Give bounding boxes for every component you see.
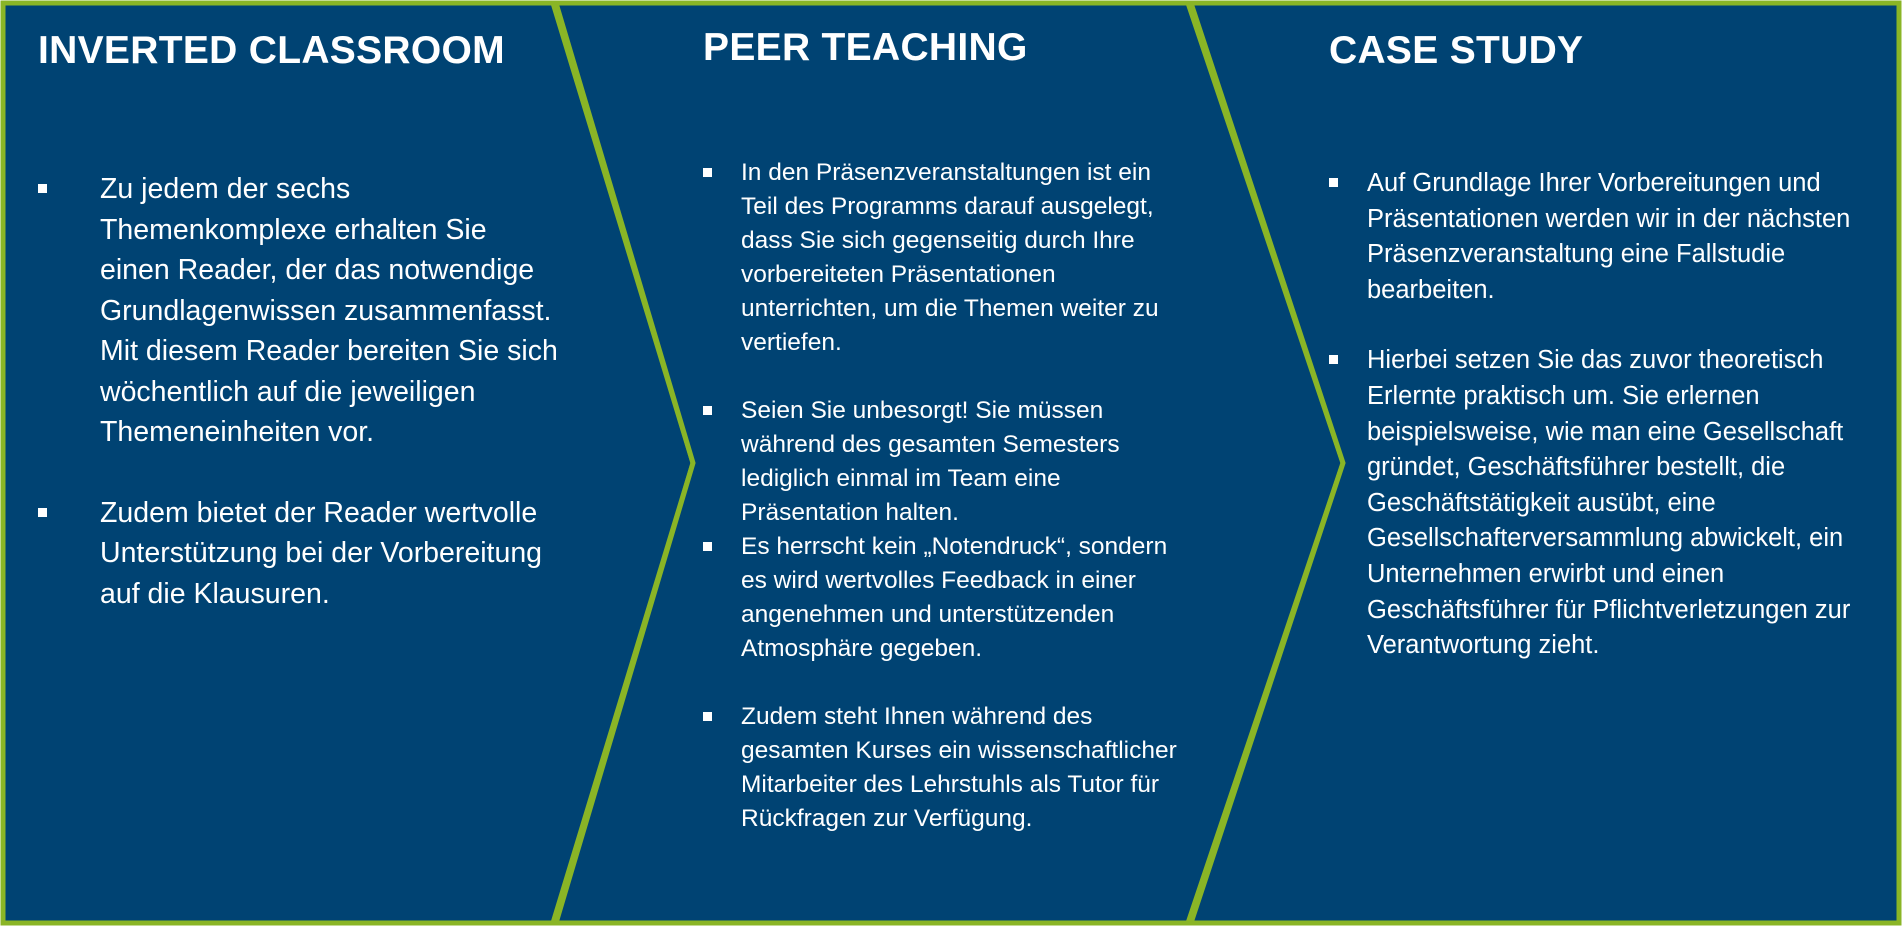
square-bullet-icon (38, 508, 47, 517)
square-bullet-icon (703, 168, 712, 177)
panel-case-study (1329, 28, 1889, 664)
panel-title: INVERTED CLASSROOM (38, 29, 505, 72)
bullet-text: Seien Sie unbesorgt! Sie müssen während des gesamten Semesters lediglich einmal im Team eine Präsentation halten. (741, 397, 1120, 526)
bullet-list (38, 169, 558, 614)
list-item (703, 156, 1183, 360)
bullet-text: Auf Grundlage Ihrer Vorbereitungen und Präsentationen werden wir in der nächsten Präsenzveranstaltung eine Fallstudie bearbeiten. (1367, 169, 1851, 304)
bullet-list (1329, 166, 1889, 664)
list-item (703, 394, 1183, 530)
square-bullet-icon (703, 542, 712, 551)
list-item (1329, 343, 1889, 663)
list-item (1329, 166, 1889, 308)
bullet-text: Es herrscht kein „Notendruck“, sondern es wird wertvolles Feedback in einer angenehmen und unterstützenden Atmosphäre gegeben. (741, 533, 1168, 662)
square-bullet-icon (1329, 355, 1338, 364)
bullet-text: Zu jedem der sechs Themenkomplexe erhalten Sie einen Reader, der das notwendige Grundlagenwissen zusammenfasst. Mit diesem Reader bereiten Sie sich wöchentlich auf die jeweiligen Themeneinheiten vor. (100, 173, 558, 448)
list-item (38, 493, 558, 615)
bullet-text: Hierbei setzen Sie das zuvor theoretisch Erlernte praktisch um. Sie erlernen beispielsweise, wie man eine Gesellschaft gründet, Geschäftsführer bestellt, die Geschäftstätigkeit ausübt, eine Gesellschafterversammlung abwickelt, ein Unternehmen erwirbt und einen Geschäftsführer für Pflichtverletzungen zur Verantwortung zieht. (1367, 346, 1851, 660)
bullet-list (703, 156, 1183, 836)
list-item (38, 169, 558, 453)
bullet-text: In den Präsenzveranstaltungen ist ein Teil des Programms darauf ausgelegt, dass Sie sich gegenseitig durch Ihre vorbereiteten Präsentationen unterrichten, um die Themen weiter zu vertiefen. (741, 159, 1159, 356)
list-item (703, 700, 1183, 836)
panel-peer-teaching (703, 25, 1183, 836)
bullet-text: Zudem bietet der Reader wertvolle Unterstützung bei der Vorbereitung auf die Klausuren. (100, 496, 543, 610)
panel-title: CASE STUDY (1329, 29, 1584, 72)
square-bullet-icon (703, 406, 712, 415)
panel-inverted-classroom (38, 28, 558, 614)
bullet-text: Zudem steht Ihnen während des gesamten Kurses ein wissenschaftlicher Mitarbeiter des Lehrstuhls als Tutor für Rückfragen zur Verfügung. (741, 703, 1177, 832)
list-item (703, 530, 1183, 666)
square-bullet-icon (38, 184, 47, 193)
square-bullet-icon (1329, 178, 1338, 187)
panel-title: PEER TEACHING (703, 26, 1028, 69)
square-bullet-icon (703, 712, 712, 721)
